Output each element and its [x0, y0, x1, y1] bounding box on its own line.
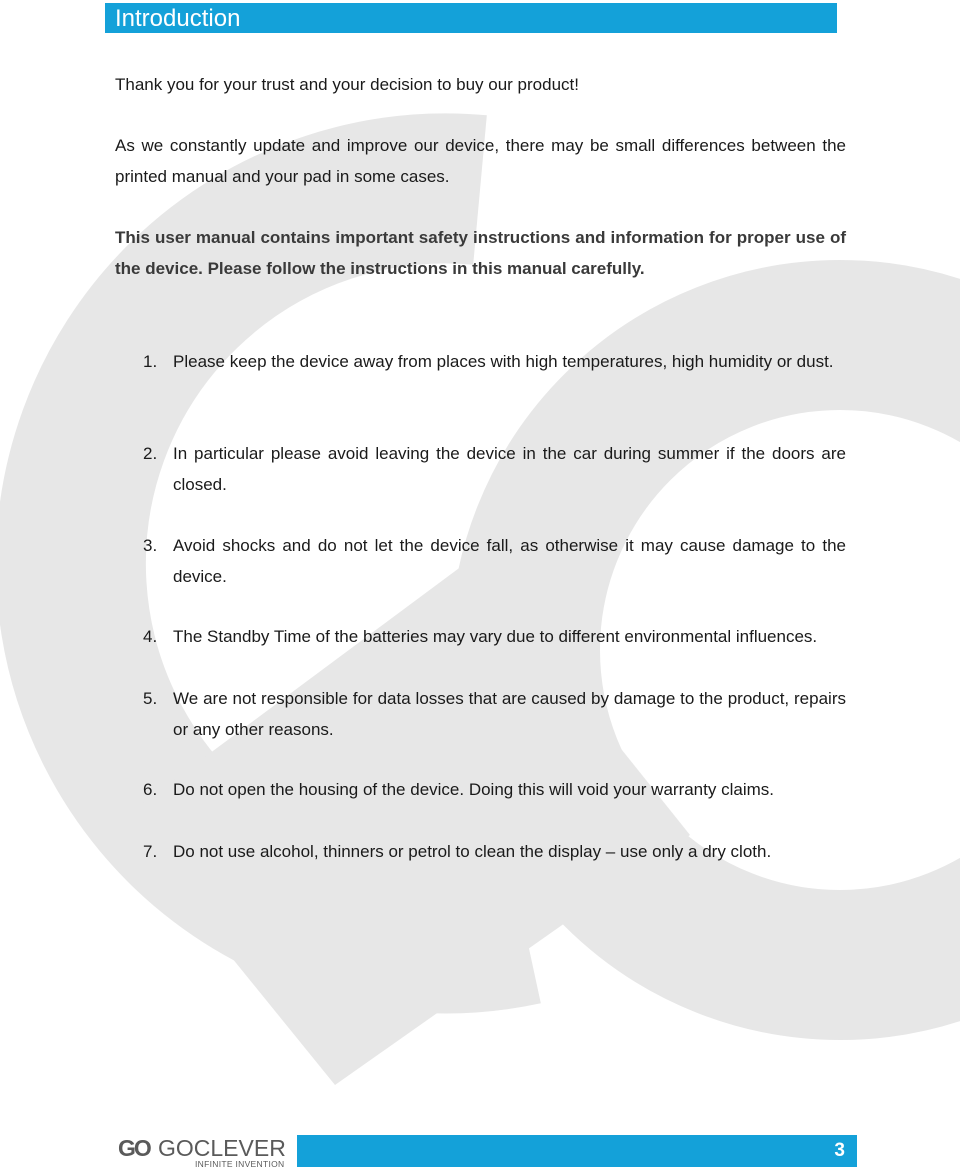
- instruction-text: Do not use alcohol, thinners or petrol to clean the display – use only a dry cloth.: [173, 842, 772, 861]
- logo-wordmark: GOCLEVER: [158, 1135, 286, 1161]
- instruction-text: In particular please avoid leaving the device in the car during summer if the doors are closed.: [173, 444, 846, 494]
- section-title: Introduction: [115, 5, 241, 32]
- intro-paragraph-safety: This user manual contains important safety instructions and information for proper use of the device. Please follow the instructions in this manual carefully.: [115, 228, 846, 278]
- intro-paragraph-updates: As we constantly update and improve our device, there may be small differences between the printed manual and your pad in some cases.: [115, 136, 846, 186]
- instruction-number: 6.: [143, 780, 158, 799]
- instruction-number: 7.: [143, 842, 158, 861]
- logo-mark: GO: [118, 1135, 150, 1161]
- goclever-logo: [118, 1135, 288, 1171]
- instruction-number: 2.: [143, 444, 158, 463]
- footer-bar: [297, 1135, 857, 1167]
- instruction-text: We are not responsible for data losses that are caused by damage to the product, repairs or any other reasons.: [173, 689, 846, 739]
- instruction-text: Do not open the housing of the device. Doing this will void your warranty claims.: [173, 780, 774, 799]
- instruction-text: Avoid shocks and do not let the device fall, as otherwise it may cause damage to the device.: [173, 536, 846, 586]
- instruction-number: 5.: [143, 689, 158, 708]
- instruction-text: The Standby Time of the batteries may vary due to different environmental influences.: [173, 627, 818, 646]
- section-header-bar: [105, 3, 837, 33]
- logo-tagline: INFINITE INVENTION: [195, 1159, 285, 1169]
- instruction-text: Please keep the device away from places with high temperatures, high humidity or dust.: [173, 352, 834, 371]
- instruction-number: 3.: [143, 536, 158, 555]
- instruction-number: 1.: [143, 352, 158, 371]
- instruction-number: 4.: [143, 627, 158, 646]
- page-number: 3: [834, 1140, 845, 1161]
- intro-paragraph-thanks: Thank you for your trust and your decision to buy our product!: [115, 75, 579, 94]
